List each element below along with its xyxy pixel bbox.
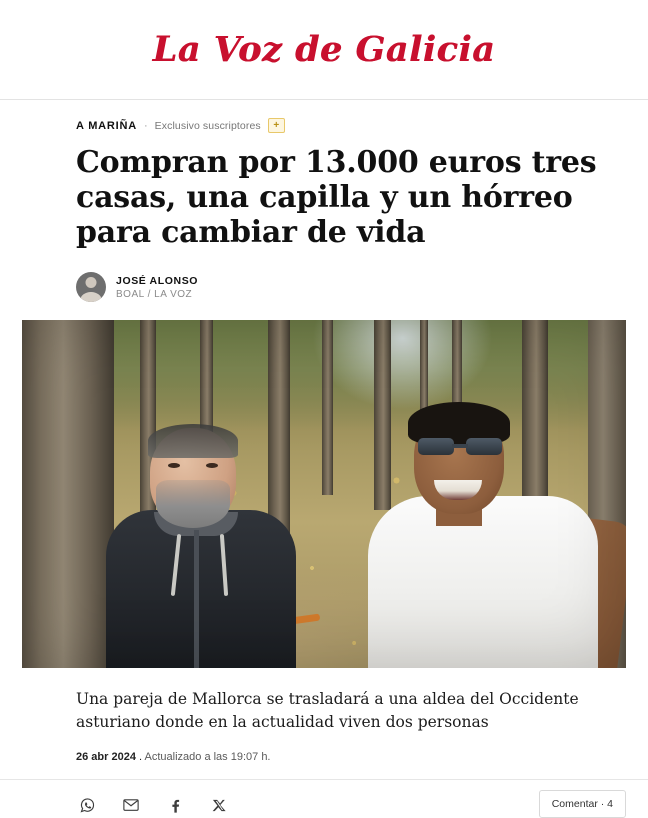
- byline-text: [116, 275, 198, 300]
- article-body: [0, 118, 648, 302]
- article-kicker-row: [22, 118, 626, 133]
- photo-person-left-hair: [148, 424, 238, 458]
- avatar: [76, 272, 106, 302]
- photo-person-right-body: [368, 496, 598, 668]
- photo-person-right-sunglasses-bridge: [452, 444, 468, 448]
- photo-tree-trunk: [374, 320, 391, 510]
- article-subhead: Una pareja de Mallorca se trasladará a una aldea del Occidente asturiano donde en la actualidad viven dos personas: [76, 690, 579, 731]
- article-photo: [22, 320, 626, 668]
- date-separator: .: [139, 751, 143, 764]
- photo-tree-trunk: [322, 320, 333, 495]
- article-date-line: [0, 751, 648, 763]
- share-bar: [0, 779, 648, 816]
- byline: [22, 272, 626, 302]
- author-name[interactable]: JOSÉ ALONSO: [116, 274, 199, 287]
- photo-tree-trunk: [22, 320, 114, 668]
- updated-time: Actualizado a las 19:07 h.: [144, 751, 271, 764]
- exclusive-label: Exclusivo suscriptores: [154, 119, 261, 132]
- twitter-x-icon[interactable]: [208, 794, 230, 816]
- facebook-icon[interactable]: [164, 794, 186, 816]
- site-masthead: [0, 0, 648, 100]
- photo-sky-gap: [312, 320, 493, 410]
- comment-button[interactable]: Comentar · 4: [539, 790, 626, 818]
- kicker-separator: ·: [144, 119, 148, 132]
- publish-date: 26 abr 2024: [76, 751, 136, 764]
- author-location: BOAL / LA VOZ: [116, 288, 193, 300]
- email-icon[interactable]: [120, 794, 142, 816]
- page-title: Compran por 13.000 euros tres casas, una capilla y un hórreo para cambiar de vida: [76, 145, 597, 251]
- premium-plus-badge: +: [268, 118, 285, 133]
- photo-person-left-beard: [156, 480, 230, 528]
- photo-person-left-zipper: [194, 530, 199, 668]
- whatsapp-icon[interactable]: [76, 794, 98, 816]
- site-logo[interactable]: La Voz de Galicia: [152, 29, 496, 70]
- article-photo-wrap: [0, 320, 648, 668]
- section-kicker[interactable]: A MARIÑA: [76, 119, 137, 132]
